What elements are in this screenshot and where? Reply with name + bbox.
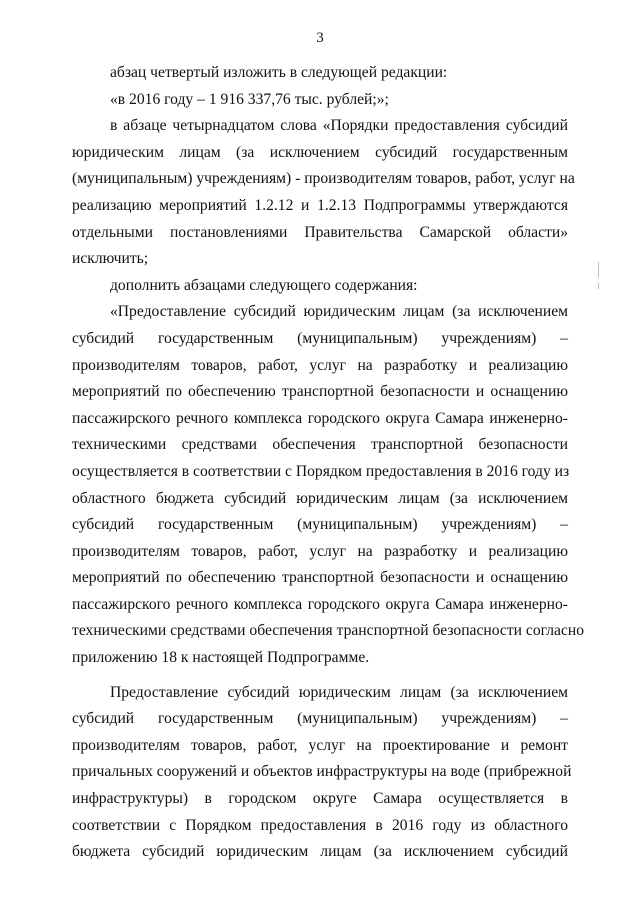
scan-artifact (598, 262, 599, 278)
text-line: инфраструктуры) в городском округе Самара осуществляется в (72, 790, 568, 808)
text-line: техническими средствами обеспечения транспортной безопасности (72, 436, 568, 454)
scan-artifact (598, 283, 599, 289)
text-line: осуществляется в соответствии с Порядком предоставления в 2016 году из (72, 462, 570, 480)
text-line: юридическим лицам (за исключением субсидий государственным (72, 143, 568, 161)
text-line: «Предоставление субсидий юридическим лицам (за исключением (110, 303, 568, 321)
text-line: производителям товаров, работ, услуг на проектирование и ремонт (72, 736, 568, 754)
paragraph-5 (72, 299, 584, 671)
text-line: пассажирского речного комплекса городского округа Самара инженерно- (72, 595, 568, 613)
text-line: отдельными постановлениями Правительства Самарской области» (72, 223, 568, 241)
text-line: субсидий государственным (муниципальным) учреждениям) – (72, 329, 568, 347)
text-line: «в 2016 году – 1 916 337,76 тыс. рублей;»; (110, 90, 389, 108)
text-line: реализацию мероприятий 1.2.12 и 1.2.13 Подпрограммы утверждаются (72, 196, 568, 214)
text-line: субсидий государственным (муниципальным) учреждениям) – (72, 516, 568, 534)
text-line: мероприятий по обеспечению транспортной безопасности и оснащению (72, 569, 568, 587)
text-line: дополнить абзацами следующего содержания: (110, 276, 418, 294)
text-line: приложению 18 к настоящей Подпрограмме. (72, 649, 370, 667)
text-line: производителям товаров, работ, услуг на разработку и реализацию (72, 542, 568, 560)
paragraph-3 (72, 113, 575, 273)
paragraph-2 (72, 87, 568, 114)
text-line: Предоставление субсидий юридическим лицам (за исключением (110, 683, 568, 701)
page-number: 3 (316, 30, 324, 46)
text-line: причальных сооружений и объектов инфраструктуры на воде (прибрежной (72, 763, 572, 781)
text-line: производителям товаров, работ, услуг на разработку и реализацию (72, 356, 568, 374)
text-line: пассажирского речного комплекса городского округа Самара инженерно- (72, 409, 568, 427)
text-line: исключить; (72, 250, 149, 268)
text-line: техническими средствами обеспечения транспортной безопасности согласно (72, 622, 584, 640)
paragraph-1 (72, 60, 568, 87)
text-line: в абзаце четырнадцатом слова «Порядки предоставления субсидий (110, 117, 568, 135)
text-line: субсидий государственным (муниципальным) учреждениям) – (72, 710, 568, 728)
text-line: мероприятий по обеспечению транспортной безопасности и оснащению (72, 383, 568, 401)
paragraph-6 (72, 680, 572, 866)
paragraph-spacer (72, 672, 568, 680)
text-line: областного бюджета субсидий юридическим лицам (за исключением (72, 489, 568, 507)
paragraph-4 (72, 273, 568, 300)
document-body (72, 60, 584, 866)
text-line: (муниципальным) учреждениям) - производителям товаров, работ, услуг на (72, 170, 575, 188)
text-line: абзац четвертый изложить в следующей редакции: (110, 64, 448, 81)
text-line: бюджета субсидий юридическим лицам (за исключением субсидий (72, 843, 568, 861)
text-line: соответствии с Порядком предоставления в 2016 году из областного (72, 816, 568, 834)
